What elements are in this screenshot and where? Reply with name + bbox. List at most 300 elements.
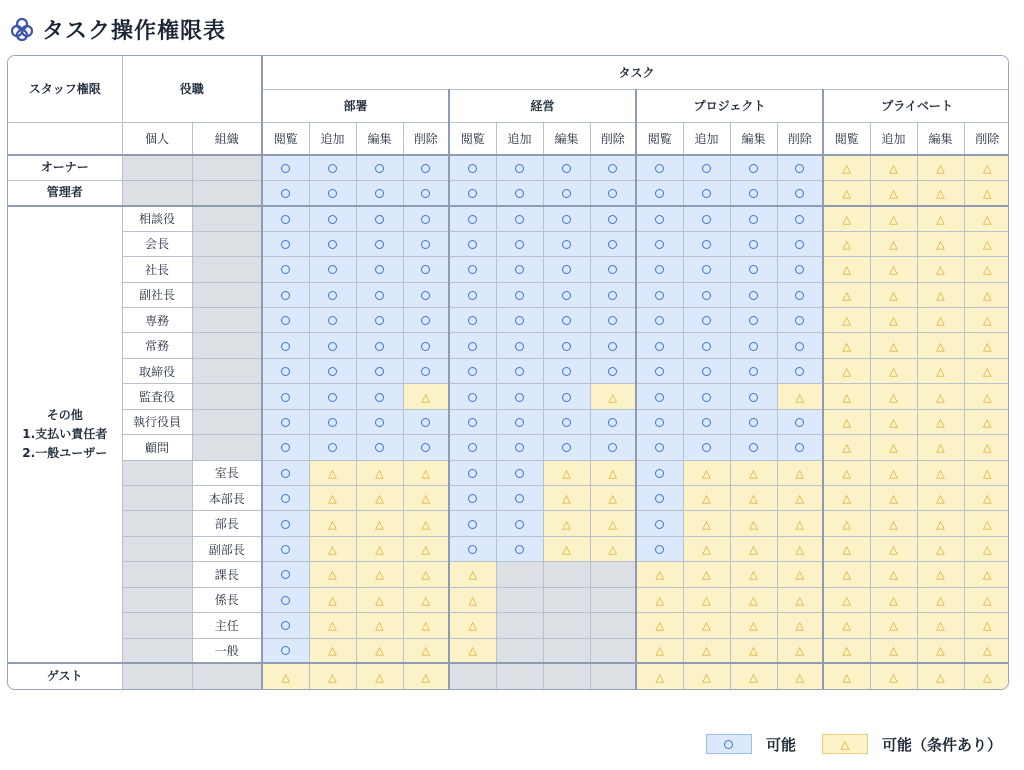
permission-possible-cell bbox=[636, 485, 683, 510]
permission-possible-cell bbox=[356, 155, 403, 180]
circle-icon bbox=[515, 520, 524, 529]
permission-conditional-cell bbox=[870, 536, 917, 561]
triangle-icon: △ bbox=[749, 619, 758, 633]
permission-possible-cell bbox=[590, 435, 636, 460]
triangle-icon: △ bbox=[889, 466, 898, 480]
circle-icon bbox=[468, 520, 477, 529]
circle-icon bbox=[608, 316, 617, 325]
permission-none-cell bbox=[543, 638, 590, 663]
staff-other-line: 1.支払い責任者 bbox=[22, 427, 108, 442]
circle-icon bbox=[702, 291, 711, 300]
legend-conditional-label: 可能（条件あり） bbox=[881, 735, 1002, 754]
header-action-0-2: 編集 bbox=[356, 122, 403, 155]
triangle-icon: △ bbox=[702, 492, 711, 506]
permission-possible-cell bbox=[309, 308, 356, 333]
permission-conditional-cell bbox=[777, 638, 823, 663]
table-row bbox=[8, 536, 1009, 561]
triangle-icon: △ bbox=[842, 288, 851, 302]
permission-possible-cell bbox=[730, 155, 777, 180]
permission-possible-cell bbox=[356, 384, 403, 409]
triangle-icon: △ bbox=[983, 263, 992, 277]
circle-icon bbox=[795, 342, 804, 351]
circle-icon bbox=[515, 189, 524, 198]
permission-conditional-cell bbox=[730, 485, 777, 510]
permission-conditional-cell bbox=[917, 155, 964, 180]
permission-none-cell bbox=[496, 587, 543, 612]
triangle-icon: △ bbox=[749, 543, 758, 557]
circle-icon bbox=[328, 418, 337, 427]
circle-icon bbox=[421, 265, 430, 274]
triangle-icon: △ bbox=[842, 543, 851, 557]
permission-table bbox=[8, 56, 1009, 689]
circle-icon bbox=[375, 189, 384, 198]
permission-conditional-cell bbox=[777, 613, 823, 638]
permission-conditional-cell bbox=[870, 231, 917, 256]
permission-possible-cell bbox=[309, 409, 356, 434]
permission-possible-cell bbox=[636, 384, 683, 409]
circle-icon bbox=[749, 215, 758, 224]
permission-conditional-cell bbox=[777, 536, 823, 561]
permission-possible-cell bbox=[496, 231, 543, 256]
permission-conditional-cell bbox=[683, 638, 730, 663]
circle-icon bbox=[724, 740, 733, 749]
permission-conditional-cell bbox=[449, 562, 496, 587]
permission-none-cell bbox=[496, 663, 543, 689]
permission-possible-cell bbox=[356, 358, 403, 383]
permission-conditional-cell bbox=[870, 562, 917, 587]
permission-possible-cell bbox=[496, 536, 543, 561]
triangle-icon: △ bbox=[795, 644, 804, 658]
circle-icon bbox=[281, 570, 290, 579]
triangle-icon: △ bbox=[421, 543, 430, 557]
triangle-icon: △ bbox=[889, 593, 898, 607]
circle-icon bbox=[655, 342, 664, 351]
permission-possible-cell bbox=[449, 460, 496, 485]
permission-conditional-cell bbox=[590, 511, 636, 536]
permission-possible-cell bbox=[730, 333, 777, 358]
permission-possible-cell bbox=[636, 536, 683, 561]
permission-possible-cell bbox=[449, 511, 496, 536]
permission-possible-cell bbox=[262, 384, 309, 409]
triangle-icon: △ bbox=[655, 644, 664, 658]
permission-possible-cell bbox=[403, 257, 449, 282]
permission-conditional-cell bbox=[823, 536, 870, 561]
table-row bbox=[8, 562, 1009, 587]
triangle-icon: △ bbox=[468, 644, 477, 658]
permission-conditional-cell bbox=[683, 485, 730, 510]
permission-conditional-cell bbox=[730, 511, 777, 536]
table-row bbox=[8, 206, 1009, 231]
triangle-icon: △ bbox=[375, 593, 384, 607]
individual-cell bbox=[122, 587, 192, 612]
triangle-icon: △ bbox=[936, 492, 945, 506]
permission-possible-cell bbox=[636, 435, 683, 460]
permission-conditional-cell bbox=[917, 536, 964, 561]
circle-icon bbox=[795, 291, 804, 300]
permission-conditional-cell bbox=[917, 485, 964, 510]
triangle-icon: △ bbox=[795, 593, 804, 607]
permission-possible-cell bbox=[309, 180, 356, 205]
permission-possible-cell bbox=[590, 409, 636, 434]
permission-conditional-cell bbox=[964, 409, 1009, 434]
permission-possible-cell bbox=[449, 333, 496, 358]
permission-possible-cell bbox=[683, 282, 730, 307]
triangle-icon: △ bbox=[328, 492, 337, 506]
triangle-icon: △ bbox=[983, 670, 992, 684]
circle-icon bbox=[655, 393, 664, 402]
table-row bbox=[8, 358, 1009, 383]
header-action-2-3: 削除 bbox=[777, 122, 823, 155]
permission-conditional-cell bbox=[917, 384, 964, 409]
triangle-icon: △ bbox=[421, 517, 430, 531]
permission-possible-cell bbox=[590, 257, 636, 282]
circle-icon bbox=[749, 393, 758, 402]
circle-icon bbox=[281, 443, 290, 452]
organization-cell bbox=[192, 257, 262, 282]
triangle-icon: △ bbox=[889, 619, 898, 633]
permission-conditional-cell bbox=[870, 180, 917, 205]
triangle-icon: △ bbox=[795, 517, 804, 531]
organization-cell bbox=[192, 409, 262, 434]
permission-possible-cell bbox=[543, 435, 590, 460]
table-row bbox=[8, 257, 1009, 282]
permission-none-cell bbox=[590, 587, 636, 612]
circle-icon bbox=[702, 393, 711, 402]
triangle-icon: △ bbox=[842, 517, 851, 531]
circle-icon bbox=[562, 215, 571, 224]
legend-conditional-swatch bbox=[822, 734, 868, 754]
table-row bbox=[8, 384, 1009, 409]
permission-possible-cell bbox=[262, 511, 309, 536]
circle-icon bbox=[655, 545, 664, 554]
permission-conditional-cell bbox=[823, 663, 870, 689]
individual-cell bbox=[122, 663, 192, 689]
permission-conditional-cell bbox=[309, 536, 356, 561]
permission-conditional-cell bbox=[823, 638, 870, 663]
table-row bbox=[8, 613, 1009, 638]
circle-icon bbox=[795, 240, 804, 249]
circle-icon bbox=[375, 215, 384, 224]
permission-possible-cell bbox=[683, 384, 730, 409]
permission-possible-cell bbox=[730, 435, 777, 460]
circle-icon bbox=[468, 342, 477, 351]
circle-icon bbox=[795, 443, 804, 452]
permission-possible-cell bbox=[403, 282, 449, 307]
circle-icon bbox=[281, 316, 290, 325]
header-action-2-2: 編集 bbox=[730, 122, 777, 155]
permission-conditional-cell bbox=[777, 562, 823, 587]
permission-possible-cell bbox=[356, 257, 403, 282]
circle-icon bbox=[515, 164, 524, 173]
permission-possible-cell bbox=[777, 409, 823, 434]
circle-icon bbox=[655, 469, 664, 478]
permission-possible-cell bbox=[496, 206, 543, 231]
permission-possible-cell bbox=[543, 358, 590, 383]
triangle-icon: △ bbox=[608, 543, 617, 557]
staff-cell: 管理者 bbox=[8, 180, 122, 205]
permission-possible-cell bbox=[636, 155, 683, 180]
permission-conditional-cell bbox=[917, 435, 964, 460]
permission-conditional-cell bbox=[964, 257, 1009, 282]
permission-possible-cell bbox=[777, 180, 823, 205]
permission-conditional-cell bbox=[964, 663, 1009, 689]
circle-icon bbox=[281, 367, 290, 376]
circle-icon bbox=[655, 494, 664, 503]
permission-conditional-cell bbox=[870, 333, 917, 358]
circle-icon bbox=[562, 265, 571, 274]
circle-icon bbox=[608, 291, 617, 300]
triangle-icon: △ bbox=[936, 619, 945, 633]
header-action-2-0: 閲覧 bbox=[636, 122, 683, 155]
permission-conditional-cell bbox=[309, 485, 356, 510]
circle-icon bbox=[281, 393, 290, 402]
circle-icon bbox=[702, 418, 711, 427]
triangle-icon: △ bbox=[983, 314, 992, 328]
header-action-0-1: 追加 bbox=[309, 122, 356, 155]
permission-conditional-cell bbox=[964, 231, 1009, 256]
circle-icon bbox=[562, 164, 571, 173]
permission-conditional-cell bbox=[870, 460, 917, 485]
permission-possible-cell bbox=[683, 409, 730, 434]
permission-conditional-cell bbox=[777, 485, 823, 510]
permission-possible-cell bbox=[590, 282, 636, 307]
permission-possible-cell bbox=[777, 358, 823, 383]
triangle-icon: △ bbox=[421, 644, 430, 658]
permission-conditional-cell bbox=[309, 562, 356, 587]
circle-icon bbox=[795, 265, 804, 274]
circle-icon bbox=[702, 265, 711, 274]
permission-possible-cell bbox=[590, 155, 636, 180]
permission-conditional-cell bbox=[543, 536, 590, 561]
permission-possible-cell bbox=[356, 180, 403, 205]
circle-icon bbox=[608, 164, 617, 173]
circle-icon bbox=[795, 215, 804, 224]
header-action-1-0: 閲覧 bbox=[449, 122, 496, 155]
permission-possible-cell bbox=[262, 231, 309, 256]
header-action-3-1: 追加 bbox=[870, 122, 917, 155]
permission-possible-cell bbox=[449, 257, 496, 282]
permission-possible-cell bbox=[496, 485, 543, 510]
staff-cell: ゲスト bbox=[8, 663, 122, 689]
permission-conditional-cell bbox=[590, 536, 636, 561]
circle-icon bbox=[655, 265, 664, 274]
circle-icon bbox=[655, 164, 664, 173]
permission-possible-cell bbox=[730, 231, 777, 256]
permission-conditional-cell bbox=[683, 562, 730, 587]
permission-possible-cell bbox=[590, 206, 636, 231]
triangle-icon: △ bbox=[375, 670, 384, 684]
circle-icon bbox=[281, 596, 290, 605]
permission-conditional-cell bbox=[823, 231, 870, 256]
circle-icon bbox=[562, 342, 571, 351]
circle-icon bbox=[795, 189, 804, 198]
triangle-icon: △ bbox=[936, 314, 945, 328]
triangle-icon: △ bbox=[421, 619, 430, 633]
permission-conditional-cell bbox=[403, 511, 449, 536]
permission-possible-cell bbox=[262, 358, 309, 383]
permission-possible-cell bbox=[777, 206, 823, 231]
header-group-2: プロジェクト bbox=[636, 89, 823, 122]
circle-icon bbox=[608, 367, 617, 376]
triangle-icon: △ bbox=[936, 288, 945, 302]
permission-conditional-cell bbox=[730, 587, 777, 612]
triangle-icon: △ bbox=[889, 186, 898, 200]
permission-conditional-cell bbox=[964, 485, 1009, 510]
permission-possible-cell bbox=[449, 358, 496, 383]
header-individual: 個人 bbox=[122, 122, 192, 155]
organization-cell bbox=[192, 180, 262, 205]
permission-conditional-cell bbox=[870, 638, 917, 663]
header-action-2-1: 追加 bbox=[683, 122, 730, 155]
triangle-icon: △ bbox=[421, 568, 430, 582]
triangle-icon: △ bbox=[983, 365, 992, 379]
permission-conditional-cell bbox=[823, 308, 870, 333]
permission-possible-cell bbox=[403, 358, 449, 383]
permission-conditional-cell bbox=[309, 460, 356, 485]
individual-cell: 相談役 bbox=[122, 206, 192, 231]
circle-icon bbox=[515, 393, 524, 402]
permission-possible-cell bbox=[777, 308, 823, 333]
permission-conditional-cell bbox=[964, 613, 1009, 638]
permission-possible-cell bbox=[543, 231, 590, 256]
table-row bbox=[8, 460, 1009, 485]
permission-possible-cell bbox=[683, 308, 730, 333]
circle-icon bbox=[749, 291, 758, 300]
circle-icon bbox=[655, 367, 664, 376]
permission-conditional-cell bbox=[823, 587, 870, 612]
circle-icon bbox=[515, 443, 524, 452]
individual-cell: 副社長 bbox=[122, 282, 192, 307]
permission-possible-cell bbox=[262, 206, 309, 231]
circle-icon bbox=[421, 367, 430, 376]
permission-possible-cell bbox=[683, 206, 730, 231]
permission-conditional-cell bbox=[683, 460, 730, 485]
circle-icon bbox=[468, 393, 477, 402]
triangle-icon: △ bbox=[936, 212, 945, 226]
circle-icon bbox=[702, 164, 711, 173]
permission-conditional-cell bbox=[403, 663, 449, 689]
circle-icon bbox=[328, 291, 337, 300]
permission-conditional-cell bbox=[917, 613, 964, 638]
circle-icon bbox=[749, 240, 758, 249]
permission-possible-cell bbox=[543, 333, 590, 358]
permission-table-container bbox=[7, 55, 1009, 690]
header-staff-blank bbox=[8, 122, 122, 155]
header-group-0: 部署 bbox=[262, 89, 449, 122]
header-group-3: プライベート bbox=[823, 89, 1009, 122]
triangle-icon: △ bbox=[468, 568, 477, 582]
circle-icon bbox=[421, 189, 430, 198]
circle-icon bbox=[515, 265, 524, 274]
permission-possible-cell bbox=[356, 435, 403, 460]
permission-possible-cell bbox=[590, 358, 636, 383]
permission-conditional-cell bbox=[870, 358, 917, 383]
permission-conditional-cell bbox=[964, 155, 1009, 180]
permission-conditional-cell bbox=[823, 384, 870, 409]
triangle-icon: △ bbox=[702, 543, 711, 557]
circle-icon bbox=[608, 342, 617, 351]
permission-conditional-cell bbox=[543, 460, 590, 485]
permission-possible-cell bbox=[730, 257, 777, 282]
circle-icon bbox=[515, 494, 524, 503]
header-action-0-0: 閲覧 bbox=[262, 122, 309, 155]
triangle-icon: △ bbox=[749, 466, 758, 480]
circle-icon bbox=[468, 367, 477, 376]
triangle-icon: △ bbox=[983, 161, 992, 175]
permission-possible-cell bbox=[449, 435, 496, 460]
triangle-icon: △ bbox=[983, 543, 992, 557]
permission-conditional-cell bbox=[356, 613, 403, 638]
circle-icon bbox=[375, 265, 384, 274]
permission-conditional-cell bbox=[403, 638, 449, 663]
triangle-icon: △ bbox=[842, 237, 851, 251]
permission-possible-cell bbox=[449, 308, 496, 333]
triangle-icon: △ bbox=[936, 263, 945, 277]
header-group-1: 経営 bbox=[449, 89, 636, 122]
permission-possible-cell bbox=[262, 485, 309, 510]
table-row bbox=[8, 180, 1009, 205]
circle-icon bbox=[468, 418, 477, 427]
permission-possible-cell bbox=[449, 282, 496, 307]
permission-possible-cell bbox=[636, 333, 683, 358]
triangle-icon: △ bbox=[328, 593, 337, 607]
triangle-icon: △ bbox=[842, 644, 851, 658]
permission-possible-cell bbox=[403, 155, 449, 180]
permission-conditional-cell bbox=[356, 638, 403, 663]
permission-possible-cell bbox=[496, 409, 543, 434]
triangle-icon: △ bbox=[375, 517, 384, 531]
triangle-icon: △ bbox=[936, 186, 945, 200]
permission-conditional-cell bbox=[403, 613, 449, 638]
triangle-icon: △ bbox=[795, 390, 804, 404]
permission-possible-cell bbox=[262, 257, 309, 282]
permission-possible-cell bbox=[496, 333, 543, 358]
permission-possible-cell bbox=[309, 155, 356, 180]
circle-icon bbox=[375, 342, 384, 351]
circle-icon bbox=[328, 316, 337, 325]
permission-possible-cell bbox=[590, 180, 636, 205]
header-role: 役職 bbox=[122, 56, 262, 122]
circle-icon bbox=[281, 494, 290, 503]
permission-conditional-cell bbox=[964, 536, 1009, 561]
triangle-icon: △ bbox=[983, 466, 992, 480]
triangle-icon: △ bbox=[936, 517, 945, 531]
circle-icon bbox=[515, 316, 524, 325]
staff-other-line: 2.一般ユーザー bbox=[22, 446, 108, 461]
organization-cell bbox=[192, 206, 262, 231]
triangle-icon: △ bbox=[375, 644, 384, 658]
triangle-icon: △ bbox=[795, 568, 804, 582]
triangle-icon: △ bbox=[842, 314, 851, 328]
permission-possible-cell bbox=[636, 511, 683, 536]
circle-icon bbox=[515, 240, 524, 249]
permission-conditional-cell bbox=[543, 511, 590, 536]
permission-possible-cell bbox=[356, 282, 403, 307]
circle-icon bbox=[562, 367, 571, 376]
permission-possible-cell bbox=[262, 536, 309, 561]
organization-cell: 副部長 bbox=[192, 536, 262, 561]
permission-possible-cell bbox=[309, 206, 356, 231]
permission-conditional-cell bbox=[636, 562, 683, 587]
permission-possible-cell bbox=[683, 333, 730, 358]
circle-icon bbox=[608, 240, 617, 249]
table-row bbox=[8, 308, 1009, 333]
triangle-icon: △ bbox=[842, 441, 851, 455]
triangle-icon: △ bbox=[842, 466, 851, 480]
circle-icon bbox=[562, 240, 571, 249]
triangle-icon: △ bbox=[749, 568, 758, 582]
permission-possible-cell bbox=[496, 460, 543, 485]
